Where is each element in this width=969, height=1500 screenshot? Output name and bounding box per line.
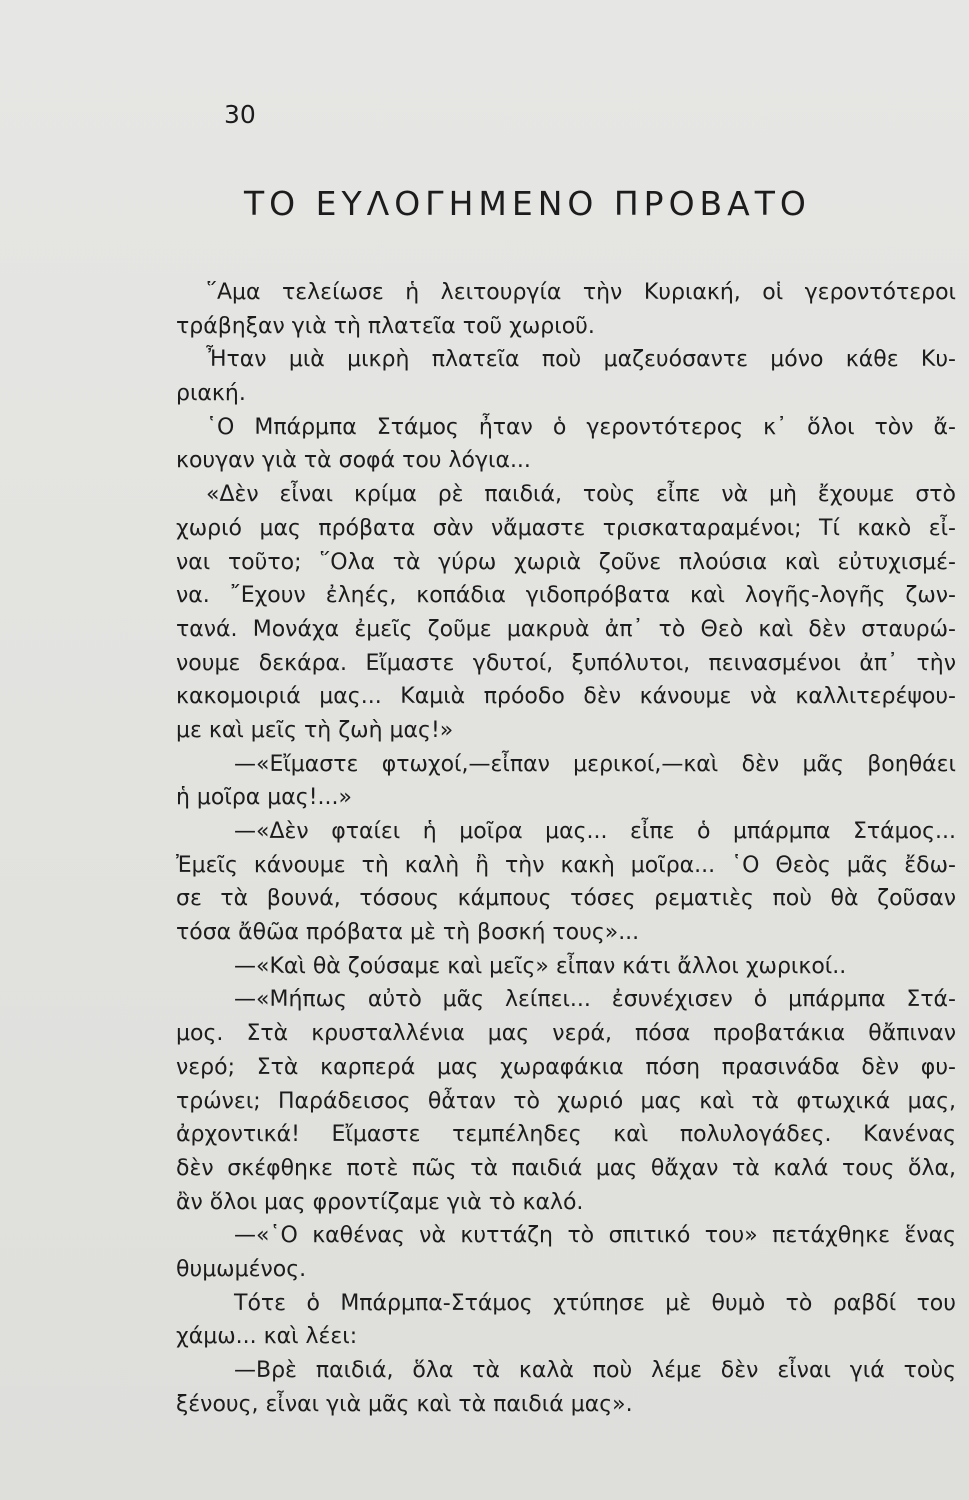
text-line: —«῾Ο καθένας νὰ κυττάζη τὸ σπιτικό του» πετάχθηκε ἕνας	[234, 1223, 956, 1249]
text-line: —«Καὶ θὰ ζούσαμε καὶ μεῖς» εἶπαν κάτι ἄλλοι χωρικοί..	[234, 953, 847, 979]
text-line: ριακή.	[176, 381, 246, 407]
page-number: 30	[224, 100, 256, 129]
text-line: ξένους, εἶναι γιὰ μᾶς καὶ τὰ παιδιά μας».	[176, 1391, 633, 1417]
text-line: ῾Ο Μπάρμπα Στάμος ἦταν ὁ γεροντότερος κ᾿ ὅλοι τὸν ἄ-	[206, 414, 956, 440]
text-line: τανά. Μονάχα ἐμεῖς ζοῦμε μακρυὰ ἀπ᾿ τὸ Θεὸ καὶ δὲν σταυρώ-	[176, 616, 956, 642]
text-line: τράβηξαν γιὰ τὴ πλατεῖα τοῦ χωριοῦ.	[176, 313, 595, 339]
text-line: σε τὰ βουνά, τόσους κάμπους τόσες ρεματιὲς ποὺ θὰ ζοῦσαν	[176, 886, 956, 912]
text-line: ἂν ὅλοι μας φροντίζαμε γιὰ τὸ καλό.	[176, 1189, 584, 1215]
text-line: τρώνει; Παράδεισος θἆταν τὸ χωριό μας καὶ τὰ φτωχικά μας,	[176, 1088, 956, 1114]
text-line: —«Δὲν φταίει ἡ μοῖρα μας... εἶπε ὁ μπάρμπα Στάμος...	[234, 819, 956, 844]
text-line: χωριό μας πρόβατα σὰν νἄμαστε τρισκαταραμένοι; Τί κακὸ εἶ-	[176, 515, 956, 541]
text-line: —«Μήπως αὐτὸ μᾶς λείπει... ἐσυνέχισεν ὁ μπάρμπα Στά-	[234, 987, 956, 1013]
text-line: Τότε ὁ Μπάρμπα-Στάμος χτύπησε μὲ θυμὸ τὸ ραβδί του	[234, 1290, 956, 1316]
text-line: χάμω... καὶ λέει:	[176, 1324, 358, 1350]
text-line: με καὶ μεῖς τὴ ζωὴ μας!»	[176, 717, 454, 743]
text-line: Ἐμεῖς κάνουμε τὴ καλὴ ἢ τὴν κακὴ μοῖρα... ῾Ο Θεὸς μᾶς ἔδω-	[176, 852, 956, 878]
text-line: νερό; Στὰ καρπερά μας χωραφάκια πόση πρασινάδα δὲν φυ-	[176, 1054, 956, 1080]
story-title: ΤΟ ΕΥΛΟΓΗΜΕΝΟ ΠΡΟΒΑΤΟ	[244, 184, 811, 223]
text-line: ναι τοῦτο; ῞Ολα τὰ γύρω χωριὰ ζοῦνε πλούσια καὶ εὐτυχισμέ-	[176, 549, 956, 575]
text-line: Ἦταν μιὰ μικρὴ πλατεῖα ποὺ μαζευόσαντε μόνο κάθε Κυ-	[206, 347, 956, 373]
text-line: κακομοιριά μας... Καμιὰ πρόοδο δὲν κάνουμε νὰ καλλιτερέψου-	[176, 684, 956, 710]
text-line: κουγαν γιὰ τὰ σοφά του λόγια...	[176, 448, 531, 474]
text-line: «Δὲν εἶναι κρίμα ρὲ παιδιά, τοὺς εἶπε νὰ μὴ ἔχουμε στὸ	[206, 482, 956, 508]
text-line: μος. Στὰ κρυσταλλένια μας νερά, πόσα προβατάκια θἄπιναν	[176, 1021, 956, 1047]
text-line: —«Εἴμαστε φτωχοί,—εἶπαν μερικοί,—καὶ δὲν μᾶς βοηθάει	[234, 751, 956, 777]
text-line: ῞Αμα τελείωσε ἡ λειτουργία τὴν Κυριακή, οἱ γεροντότεροι	[206, 280, 956, 305]
text-line: ἡ μοῖρα μας!...»	[176, 785, 352, 811]
text-line: τόσα ἄθῶα πρόβατα μὲ τὴ βοσκή τους»...	[176, 920, 640, 946]
text-line: θυμωμένος.	[176, 1256, 307, 1282]
text-line: νουμε δεκάρα. Εἴμαστε γδυτοί, ξυπόλυτοι, πεινασμένοι ἀπ᾿ τὴν	[176, 650, 956, 676]
text-line: ἀρχοντικά! Εἴμαστε τεμπέληδες καὶ πολυλογάδες. Κανένας	[176, 1122, 956, 1148]
text-line: δὲν σκέφθηκε ποτὲ πῶς τὰ παιδιά μας θἄχαν τὰ καλά τους ὅλα,	[176, 1155, 956, 1181]
text-line: —Βρὲ παιδιά, ὅλα τὰ καλὰ ποὺ λέμε δὲν εἶναι γιά τοὺς	[234, 1358, 956, 1383]
text-line: να. ῎Εχουν ἐληές, κοπάδια γιδοπρόβατα καὶ λογῆς-λογῆς ζων-	[176, 583, 956, 609]
story-text	[176, 276, 956, 1421]
